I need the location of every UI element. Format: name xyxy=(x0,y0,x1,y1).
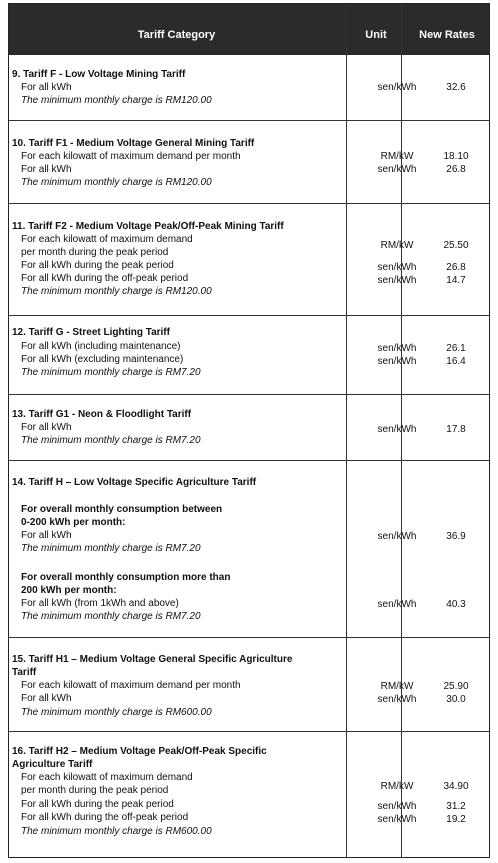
rate-cell: 30.0 xyxy=(446,694,466,705)
rate-cell: 19.2 xyxy=(446,814,466,825)
tariff-line: For each kilowatt of maximum demand per month xyxy=(21,151,241,162)
consumption-heading: For overall monthly consumption more than xyxy=(21,572,231,583)
row-divider xyxy=(9,315,489,316)
minimum-charge: The minimum monthly charge is RM600.00 xyxy=(21,826,212,837)
row-divider xyxy=(9,637,489,638)
tariff-title: 15. Tariff H1 – Medium Voltage General Specific Agriculture xyxy=(12,654,293,665)
rate-cell: 26.8 xyxy=(446,164,466,175)
rate-cell: 25.50 xyxy=(443,240,469,251)
tariff-line: For all kWh xyxy=(21,82,72,93)
tariff-line: For each kilowatt of maximum demand per month xyxy=(21,680,241,691)
tariff-line: per month during the peak period xyxy=(21,785,169,796)
tariff-line: For all kWh during the peak period xyxy=(21,799,174,810)
unit-cell: sen/kWh xyxy=(377,694,417,705)
unit-cell: sen/kWh xyxy=(377,356,417,367)
tariff-line: For all kWh xyxy=(21,530,72,541)
unit-cell: RM/kW xyxy=(380,151,414,162)
unit-cell: sen/kWh xyxy=(377,82,417,93)
minimum-charge: The minimum monthly charge is RM7.20 xyxy=(21,611,201,622)
rate-cell: 25.90 xyxy=(443,681,469,692)
rate-cell: 34.90 xyxy=(443,781,469,792)
tariff-title-cont: Agriculture Tariff xyxy=(12,759,93,770)
tariff-line: For all kWh xyxy=(21,164,72,175)
row-divider xyxy=(9,731,489,732)
rate-cell: 16.4 xyxy=(446,356,466,367)
header-rates: New Rates xyxy=(419,29,475,41)
tariff-title: 9. Tariff F - Low Voltage Mining Tariff xyxy=(12,69,186,80)
tariff-title-cont: Tariff xyxy=(12,667,37,678)
rate-cell: 14.7 xyxy=(446,275,466,286)
unit-cell: sen/kWh xyxy=(377,262,417,273)
unit-cell: sen/kWh xyxy=(377,275,417,286)
header-category: Tariff Category xyxy=(137,29,216,41)
minimum-charge: The minimum monthly charge is RM7.20 xyxy=(21,367,201,378)
rate-cell: 36.9 xyxy=(446,531,466,542)
tariff-title: 11. Tariff F2 - Medium Voltage Peak/Off-Peak Mining Tariff xyxy=(12,221,284,232)
minimum-charge: The minimum monthly charge is RM120.00 xyxy=(21,95,212,106)
consumption-heading: For overall monthly consumption between xyxy=(21,504,223,515)
minimum-charge: The minimum monthly charge is RM120.00 xyxy=(21,177,212,188)
unit-cell: RM/kW xyxy=(380,240,414,251)
unit-cell: sen/kWh xyxy=(377,531,417,542)
header-unit: Unit xyxy=(365,29,387,41)
tariff-line: For each kilowatt of maximum demand xyxy=(21,234,193,245)
rate-cell: 26.8 xyxy=(446,262,466,273)
minimum-charge: The minimum monthly charge is RM120.00 xyxy=(21,286,212,297)
tariff-line: For all kWh (including maintenance) xyxy=(21,341,181,352)
tariff-title: 14. Tariff H – Low Voltage Specific Agriculture Tariff xyxy=(12,477,257,488)
unit-cell: sen/kWh xyxy=(377,164,417,175)
tariff-line: For all kWh during the peak period xyxy=(21,260,174,271)
consumption-heading: 200 kWh per month: xyxy=(21,585,117,596)
tariff-line: For all kWh (excluding maintenance) xyxy=(21,354,184,365)
rate-cell: 26.1 xyxy=(446,343,466,354)
rate-cell: 18.10 xyxy=(443,151,469,162)
minimum-charge: The minimum monthly charge is RM600.00 xyxy=(21,707,212,718)
unit-cell: sen/kWh xyxy=(377,814,417,825)
row-divider xyxy=(9,460,489,461)
minimum-charge: The minimum monthly charge is RM7.20 xyxy=(21,435,201,446)
unit-cell: RM/kW xyxy=(380,781,414,792)
row-divider xyxy=(9,203,489,204)
tariff-line: For all kWh (from 1kWh and above) xyxy=(21,598,179,609)
rate-cell: 17.8 xyxy=(446,424,466,435)
unit-cell: sen/kWh xyxy=(377,424,417,435)
tariff-title: 10. Tariff F1 - Medium Voltage General Mining Tariff xyxy=(12,138,255,149)
table-header xyxy=(9,4,489,55)
tariff-title: 16. Tariff H2 – Medium Voltage Peak/Off-Peak Specific xyxy=(12,746,267,757)
tariff-line: For all kWh during the off-peak period xyxy=(21,273,189,284)
tariff-line: For all kWh xyxy=(21,422,72,433)
rate-cell: 31.2 xyxy=(446,801,466,812)
unit-cell: sen/kWh xyxy=(377,801,417,812)
tariff-line: For all kWh xyxy=(21,693,72,704)
unit-cell: sen/kWh xyxy=(377,343,417,354)
consumption-heading: 0-200 kWh per month: xyxy=(21,517,126,528)
unit-cell: sen/kWh xyxy=(377,599,417,610)
row-divider xyxy=(9,394,489,395)
rate-cell: 32.6 xyxy=(446,82,466,93)
unit-cell: RM/kW xyxy=(380,681,414,692)
column-divider xyxy=(346,4,347,857)
rate-cell: 40.3 xyxy=(446,599,466,610)
tariff-line: For all kWh during the off-peak period xyxy=(21,812,189,823)
tariff-title: 13. Tariff G1 - Neon & Floodlight Tariff xyxy=(12,409,192,420)
row-divider xyxy=(9,120,489,121)
minimum-charge: The minimum monthly charge is RM7.20 xyxy=(21,543,201,554)
tariff-title: 12. Tariff G - Street Lighting Tariff xyxy=(12,327,170,338)
tariff-line: For each kilowatt of maximum demand xyxy=(21,772,193,783)
tariff-line: per month during the peak period xyxy=(21,247,169,258)
